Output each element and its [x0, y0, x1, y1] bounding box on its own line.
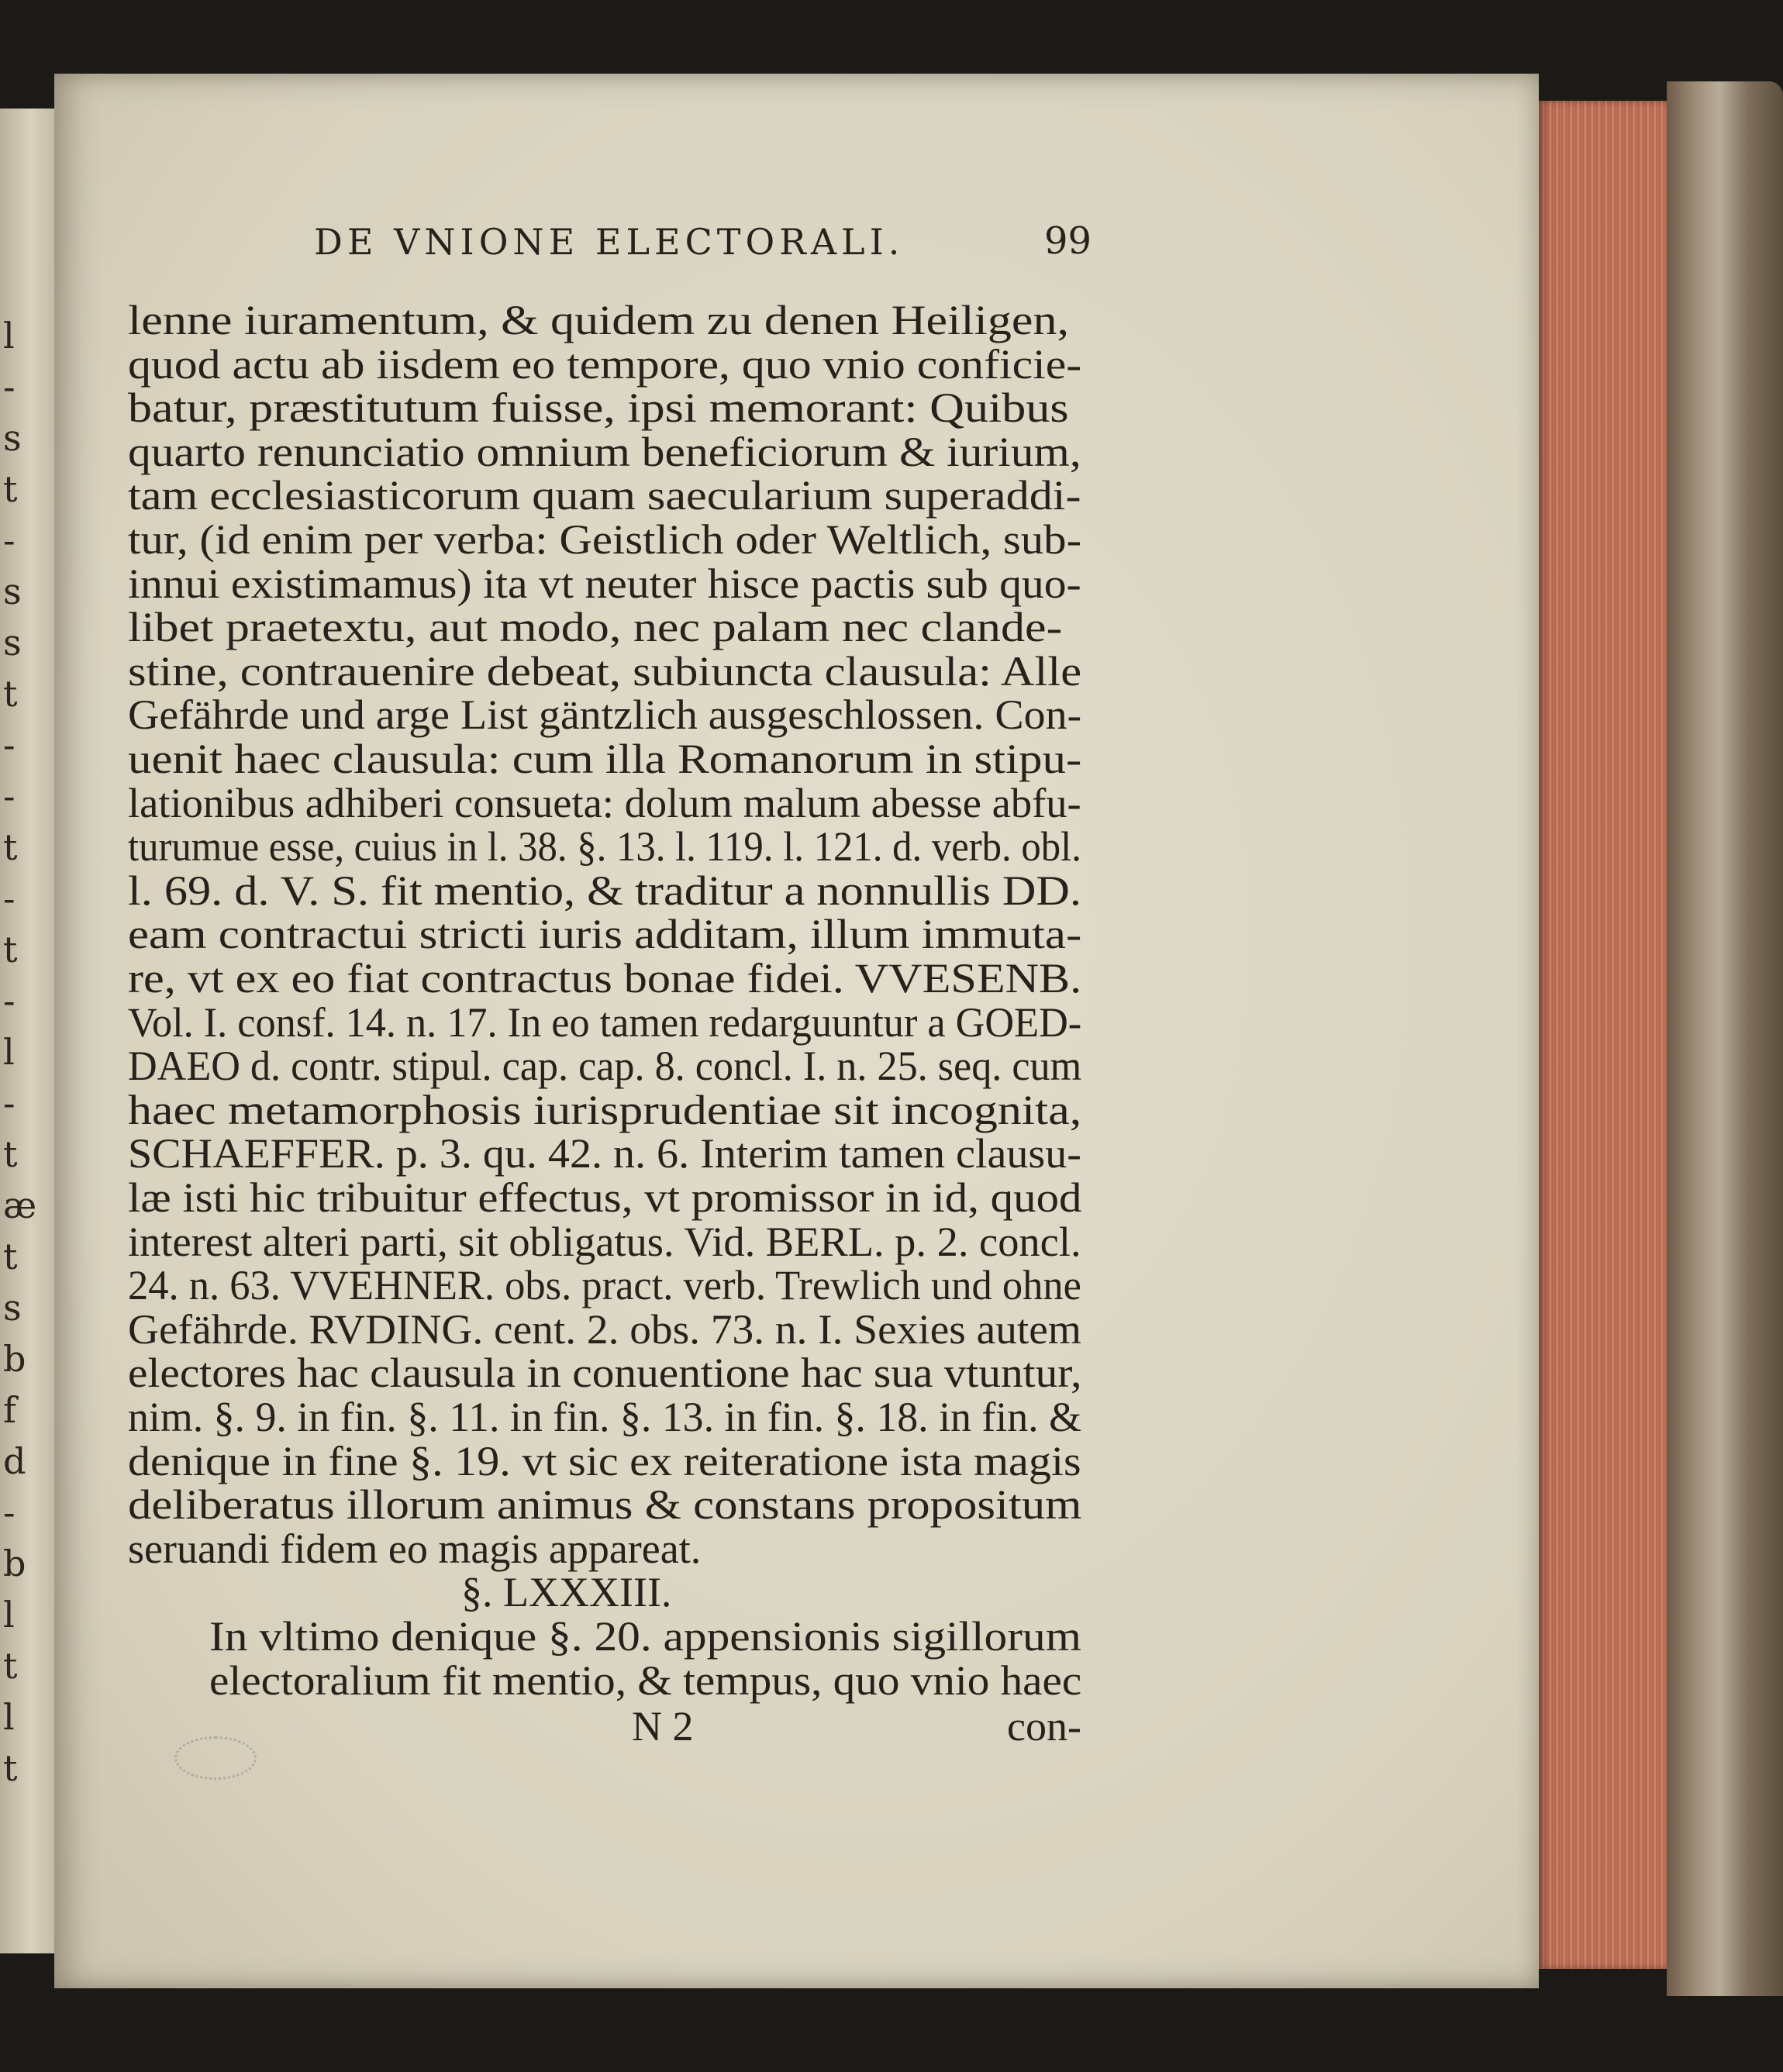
facing-page-edge: [0, 109, 60, 1953]
text-line: l. 69. d. V. S. fit mentio, & traditur a nonnullis DD.: [128, 867, 1081, 914]
signature-mark: N 2: [632, 1703, 694, 1750]
text-line: In vltimo denique §. 20. appensionis sigillorum: [209, 1613, 1081, 1660]
catchword: con-: [1007, 1703, 1081, 1750]
text-line: electoralium fit mentio, & tempus, quo vnio haec: [209, 1657, 1082, 1704]
text-line: læ isti hic tribuitur effectus, vt promissor in id, quod: [128, 1174, 1082, 1221]
facing-page-fragment: l: [3, 1696, 15, 1738]
facing-page-fragment: t: [3, 1133, 18, 1175]
running-header: [314, 219, 1092, 267]
text-line: seruandi fidem eo magis appareat.: [128, 1525, 702, 1572]
text-line: lationibus adhiberi consueta: dolum malum abesse abfu-: [128, 779, 1081, 826]
facing-page-fragment: t: [3, 468, 18, 510]
facing-page-fragment: s: [3, 1287, 22, 1329]
text-line: interest alteri parti, sit obligatus. Vid. BERL. p. 2. concl.: [128, 1218, 1081, 1265]
facing-page-fragment: -: [3, 519, 16, 561]
facing-page-fragment: t: [3, 929, 18, 970]
book-cover: [1667, 81, 1783, 1996]
facing-page-fragment: l: [3, 1031, 15, 1073]
text-line: eam contractui stricti iuris additam, illum immuta-: [128, 911, 1082, 958]
text-line: tur, (id enim per verba: Geistlich oder Weltlich, sub-: [128, 516, 1082, 563]
text-line: Vol. I. consf. 14. n. 17. In eo tamen redarguuntur a GOED-: [128, 998, 1082, 1046]
facing-page-fragment: -: [3, 877, 16, 919]
facing-page-fragment: l: [3, 315, 15, 357]
facing-page-fragment: -: [3, 1082, 16, 1124]
facing-page-fragment: t: [3, 826, 18, 868]
text-line: re, vt ex eo fiat contractus bonae fidei. VVESENB.: [128, 955, 1082, 1002]
page-number: 99: [1044, 219, 1092, 263]
text-line: haec metamorphosis iurisprudentiae sit incognita,: [128, 1086, 1082, 1133]
text-line: quarto renunciatio omnium beneficiorum & iurium,: [128, 428, 1081, 475]
section-heading: §. LXXXIII.: [461, 1569, 672, 1616]
facing-page-fragment: æ: [3, 1184, 37, 1226]
text-line: electores hac clausula in conuentione hac sua vtuntur,: [128, 1350, 1082, 1397]
text-line: Gefährde und arge List gäntzlich ausgeschlossen. Con-: [128, 691, 1082, 739]
facing-page-fragment: s: [3, 622, 22, 664]
text-line: 24. n. 63. VVEHNER. obs. pract. verb. Trewlich und ohne: [128, 1262, 1081, 1309]
facing-page-fragment: s: [3, 417, 22, 459]
text-line: SCHAEFFER. p. 3. qu. 42. n. 6. Interim tamen clausu-: [128, 1130, 1081, 1177]
text-line: uenit haec clausula: cum illa Romanorum in stipu-: [128, 736, 1082, 782]
text-line: nim. §. 9. in fin. §. 11. in fin. §. 13. in fin. §. 18. in fin. &: [128, 1394, 1081, 1440]
facing-page-fragment: d: [3, 1440, 26, 1482]
facing-page-fragment: t: [3, 1236, 18, 1277]
facing-page-fragment: t: [3, 1645, 18, 1687]
facing-page-fragment: -: [3, 980, 16, 1022]
catch-line: [128, 1702, 1081, 1750]
facing-page-fragment: -: [3, 1491, 16, 1533]
text-line: deliberatus illorum animus & constans propositum: [128, 1481, 1082, 1529]
text-line: DAEO d. contr. stipul. cap. cap. 8. concl. I. n. 25. seq. cum: [128, 1043, 1082, 1090]
facing-page-fragment: t: [3, 673, 18, 715]
faint-stamp: [174, 1736, 257, 1780]
facing-page-fragment: b: [3, 1543, 26, 1584]
text-line: innui existimamus) ita vt neuter hisce pactis sub quo-: [128, 560, 1081, 607]
facing-page-fragment: f: [3, 1389, 17, 1431]
facing-page-fragment: s: [3, 571, 22, 612]
facing-page-fragment: -: [3, 775, 16, 817]
text-line: stine, contrauenire debeat, subiuncta clausula: Alle: [128, 647, 1082, 695]
text-line: batur, præstitutum fuisse, ipsi memorant: Quibus: [128, 384, 1069, 432]
text-line: turumue esse, cuius in l. 38. §. 13. l. 119. l. 121. d. verb. obl.: [128, 823, 1081, 871]
facing-page-fragment: -: [3, 366, 16, 408]
text-line: lenne iuramentum, & quidem zu denen Heiligen,: [128, 297, 1070, 343]
facing-page-fragment: t: [3, 1747, 18, 1789]
facing-page-fragment: l: [3, 1594, 15, 1636]
text-line: tam ecclesiasticorum quam saecularium superaddi-: [128, 472, 1081, 519]
text-line: Gefährde. RVDING. cent. 2. obs. 73. n. I. Sexies autem: [128, 1305, 1081, 1353]
text-line: libet praetextu, aut modo, nec palam nec clande-: [128, 604, 1063, 651]
text-line: denique in fine §. 19. vt sic ex reiteratione ista magis: [128, 1437, 1081, 1484]
facing-page-fragment: -: [3, 724, 16, 766]
page-block-edges: [1539, 101, 1674, 1969]
running-title: DE VNIONE ELECTORALI.: [314, 221, 905, 263]
text-line: quod actu ab iisdem eo tempore, quo vnio conficie-: [128, 340, 1082, 388]
facing-page-fragment: b: [3, 1338, 26, 1380]
